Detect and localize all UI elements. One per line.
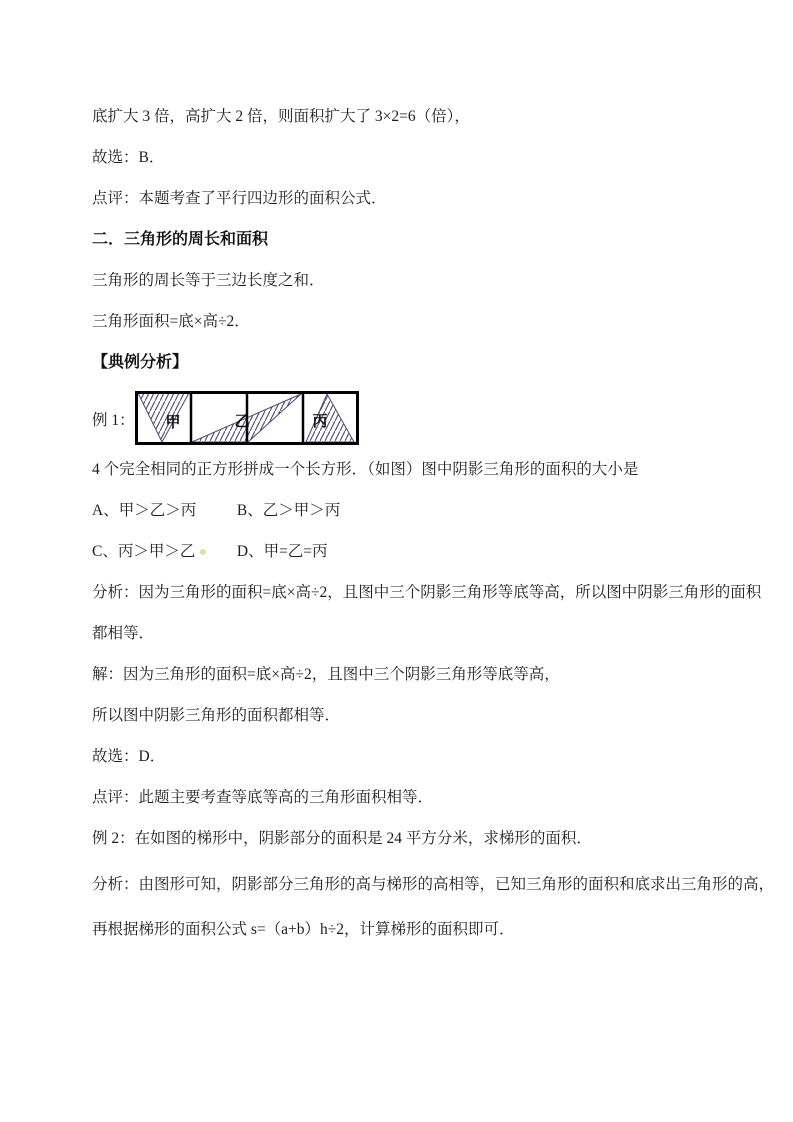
- example1-figure: [135, 391, 359, 445]
- example1-label: 例 1：: [92, 412, 135, 429]
- analysis-line-2: 都相等．: [92, 625, 155, 642]
- solution-line-1: 解：因为三角形的面积=底×高÷2，且图中三个阴影三角形等底等高，: [92, 666, 560, 683]
- analysis-line-1: 分析：因为三角形的面积=底×高÷2，且图中三个阴影三角形等底等高，所以图中阴影三角形的面积: [92, 584, 762, 601]
- triangle-label-jia: 甲: [165, 415, 181, 431]
- review-line-2: 点评：此题主要考查等底等高的三角形面积相等．: [92, 789, 434, 806]
- typical-analysis-heading: 【典例分析】: [92, 354, 189, 371]
- options-row-ab: [92, 490, 733, 531]
- answer-choice-line-2: 故选：D．: [92, 748, 166, 765]
- solution-line: 底扩大 3 倍，高扩大 2 倍，则面积扩大了 3×2=6（倍），: [92, 108, 470, 125]
- example2-analysis-line-1: 分析：由图形可知，阴影部分三角形的高与梯形的高相等，已知三角形的面积和底求出三角形的高，: [92, 876, 775, 893]
- triangle-label-bing: 丙: [312, 414, 328, 430]
- area-formula-line: 三角形面积=底×高÷2．: [92, 313, 250, 330]
- options-row-cd: [92, 531, 733, 572]
- option-c: C、丙＞甲＞乙: [92, 543, 196, 560]
- example1-row: [92, 383, 733, 449]
- question-line: 4 个完全相同的正方形拼成一个长方形．（如图）图中阴影三角形的面积的大小是: [92, 461, 639, 478]
- section-heading: 二．三角形的周长和面积: [92, 231, 269, 248]
- option-c-wrap: [92, 531, 233, 572]
- option-b: B、乙＞甲＞丙: [236, 502, 341, 519]
- answer-choice-line: 故选：B．: [92, 149, 165, 166]
- option-d: D、甲=乙=丙: [236, 543, 328, 560]
- option-a: A、甲＞乙＞丙: [92, 502, 197, 519]
- perimeter-rule-line: 三角形的周长等于三边长度之和．: [92, 272, 325, 289]
- review-line: 点评：本题考查了平行四边形的面积公式．: [92, 190, 387, 207]
- solution-line-2: 所以图中阴影三角形的面积都相等．: [92, 707, 341, 724]
- example2-analysis-line-2: 再根据梯形的面积公式 s=（a+b）h÷2，计算梯形的面积即可．: [92, 921, 515, 938]
- example2-line: 例 2：在如图的梯形中，阴影部分的面积是 24 平方分米，求梯形的面积．: [92, 830, 592, 847]
- triangle-label-yi: 乙: [234, 414, 250, 430]
- yellow-dot-artifact: [200, 549, 206, 555]
